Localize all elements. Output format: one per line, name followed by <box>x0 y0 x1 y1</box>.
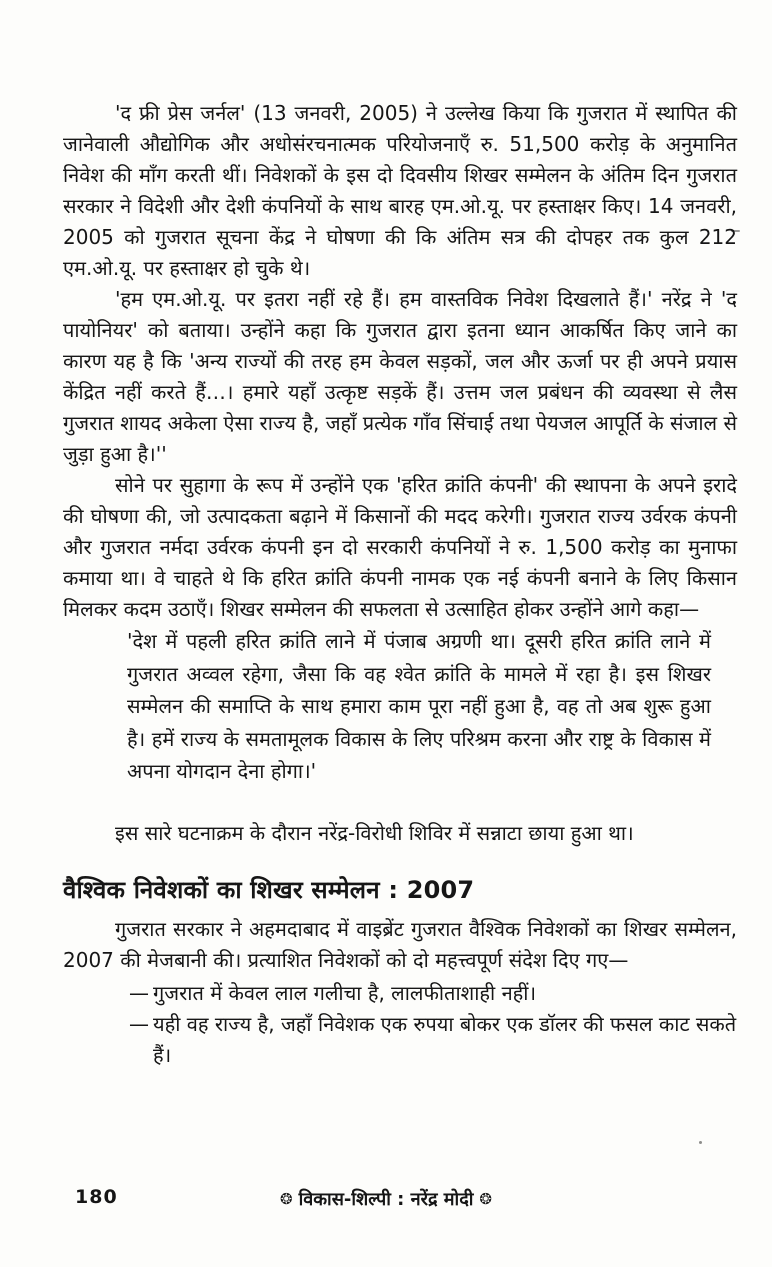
section-heading: वैश्विक निवेशकों का शिखर सम्मेलन : 2007 <box>63 875 475 904</box>
paragraph-aftermath: इस सारे घटनाक्रम के दौरान नरेंद्र-विरोधी शिविर में सन्नाटा छाया हुआ था। <box>115 820 634 845</box>
list-item <box>129 978 737 1009</box>
em-dash: — <box>129 980 149 1005</box>
scan-artifact-dot <box>699 1141 702 1144</box>
list-item-text: यही वह राज्य है, जहाँ निवेशक एक रुपया बोकर एक डॉलर की फसल काट सकते हैं। <box>153 1011 737 1067</box>
paragraph-free-press-journal: 'द फ्री प्रेस जर्नल' (13 जनवरी, 2005) ने उल्लेख किया कि गुजरात में स्थापित की जानेवाली औद्योगिक और अधोसंरचनात्मक परियोजनाएँ रु. 51,500 करोड़ के अनुमानित निवेश की माँग करती थीं। निवेशकों के इस दो दिवसीय शिखर सम्मेलन के अंतिम दिन गुजरात सरकार ने विदेशी और देशी कंपनियों के साथ बारह एम.ओ.यू. पर हस्ताक्षर किए। 14 जनवरी, 2005 को गुजरात सूचना केंद्र ने घोषणा की कि अंतिम सत्र की दोपहर तक कुल 212 एम.ओ.यू. पर हस्ताक्षर हो चुके थे। <box>63 101 737 280</box>
paragraph-green-revolution-company: सोने पर सुहागा के रूप में उन्होंने एक 'हरित क्रांति कंपनी' की स्थापना के अपने इरादे की घोषणा की, जो उत्पादकता बढ़ाने में किसानों की मदद करेगी। गुजरात राज्य उर्वरक कंपनी और गुजरात नर्मदा उर्वरक कंपनी इन दो सरकारी कंपनियों ने रु. 1,500 करोड़ का मुनाफा कमाया था। वे चाहते थे कि हरित क्रांति कंपनी नामक एक नई कंपनी बनाने के लिए किसान मिलकर कदम उठाएँ। शिखर सम्मेलन की सफलता से उत्साहित होकर उन्होंने आगे कहा— <box>63 473 737 621</box>
paragraph-summit-2007-intro: गुजरात सरकार ने अहमदाबाद में वाइब्रेंट गुजरात वैश्विक निवेशकों का शिखर सम्मेलन, 2007 की मेजबानी की। प्रत्याशित निवेशकों को दो महत्त्वपूर्ण संदेश दिए गए— <box>63 916 737 972</box>
running-title <box>0 1187 772 1211</box>
list-item <box>129 1009 737 1071</box>
page-body <box>63 98 737 1071</box>
em-dash: — <box>129 1011 149 1036</box>
page-number: 180 <box>75 1186 118 1208</box>
quote-block: 'देश में पहली हरित क्रांति लाने में पंजाब अग्रणी था। दूसरी हरित क्रांति लाने में गुजरात अव्वल रहेगा, जैसा कि वह श्वेत क्रांति के मामले में रहा है। इस शिखर सम्मेलन की समाप्ति के साथ हमारा काम पूरा नहीं हुआ है, वह तो अब शुरू हुआ है। हमें राज्य के समतामूलक विकास के लिए परिश्रम करना और राष्ट्र के विकास में अपना योगदान देना होगा।' <box>127 629 711 783</box>
paragraph-mou-quote: 'हम एम.ओ.यू. पर इतरा नहीं रहे हैं। हम वास्तविक निवेश दिखलाते हैं।' नरेंद्र ने 'द पायोनियर' को बताया। उन्होंने कहा कि गुजरात द्वारा इतना ध्यान आकर्षित किए जाने का कारण यह है कि 'अन्य राज्यों की तरह हम केवल सड़कों, जल और ऊर्जा पर ही अपने प्रयास केंद्रित नहीं करते हैं…। हमारे यहाँ उत्कृष्ट सड़कें हैं। उत्तम जल प्रबंधन की व्यवस्था से लैस गुजरात शायद अकेला ऐसा राज्य है, जहाँ प्रत्येक गाँव सिंचाई तथा पेयजल आपूर्ति के संजाल से जुड़ा हुआ है।'' <box>63 287 737 466</box>
rosette-icon: ❂ <box>279 1190 293 1208</box>
running-title-text: विकास-शिल्पी : नरेंद्र मोदी <box>298 1189 474 1210</box>
rosette-icon: ❂ <box>479 1190 492 1208</box>
list-item-text: गुजरात में केवल लाल गलीचा है, लालफीताशाही नहीं। <box>153 980 537 1005</box>
message-list <box>63 978 737 1071</box>
page-footer <box>0 1186 772 1216</box>
